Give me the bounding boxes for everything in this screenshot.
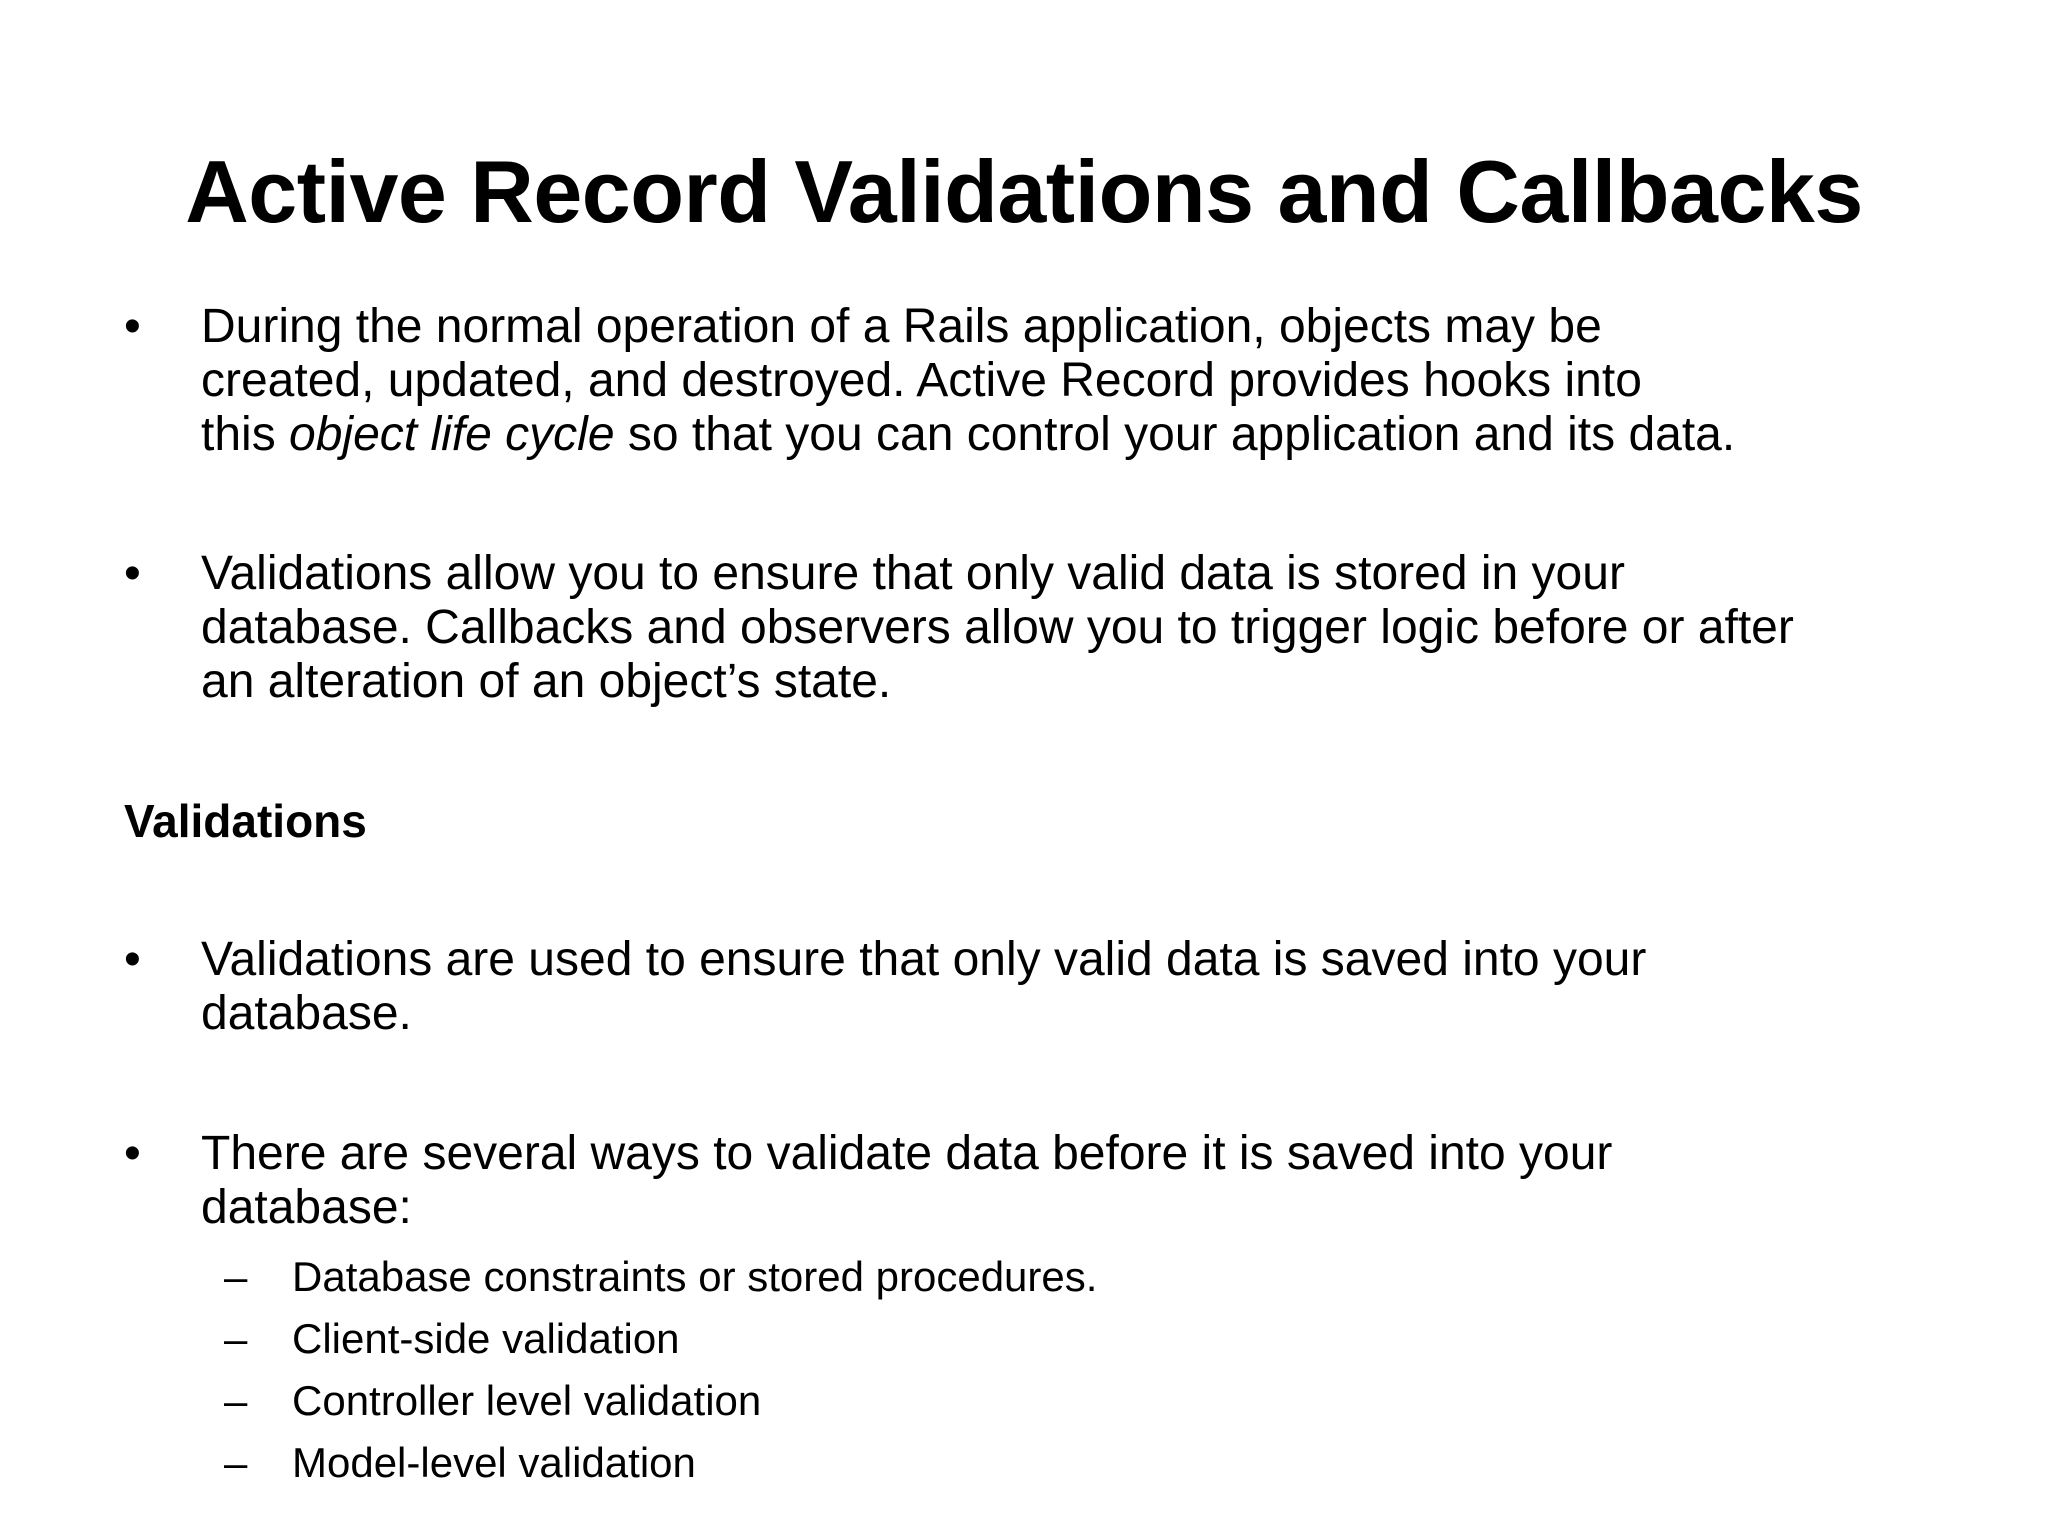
bullet-marker: • — [124, 933, 141, 986]
bullet-marker: • — [124, 1127, 141, 1180]
slide-title: Active Record Validations and Callbacks — [185, 142, 1863, 241]
bullet-line: database: — [201, 1181, 412, 1234]
text-run: this — [201, 408, 290, 461]
bullet-text — [201, 933, 2048, 1041]
bullet-text — [201, 1127, 2048, 1235]
bullet-line: Validations are used to ensure that only valid data is saved into your — [201, 933, 1647, 986]
bullet-line: an alteration of an object’s state. — [201, 655, 892, 708]
bullet-line: During the normal operation of a Rails application, objects may be — [201, 300, 1602, 353]
emphasized-term: object life cycle — [289, 408, 615, 461]
bullet-line: database. Callbacks and observers allow you to trigger logic before or after — [201, 601, 1794, 654]
sub-item-text: Controller level validation — [292, 1377, 762, 1424]
dash-marker: – — [224, 1439, 248, 1486]
bullet-line: created, updated, and destroyed. Active Record provides hooks into — [201, 354, 1642, 407]
sub-item-text: Database constraints or stored procedures. — [292, 1253, 1098, 1300]
bullet-line: Validations allow you to ensure that only valid data is stored in your — [201, 547, 1625, 600]
bullet-line: database. — [201, 987, 412, 1040]
sub-item-text: Client-side validation — [292, 1315, 680, 1362]
bullet-marker: • — [124, 547, 141, 600]
bullet-text — [201, 547, 2048, 709]
bullet-line — [201, 408, 2048, 462]
bullet-text — [201, 300, 2048, 462]
dash-marker: – — [224, 1315, 248, 1362]
bullet-marker: • — [124, 300, 141, 353]
bullet-line: There are several ways to validate data before it is saved into your — [201, 1127, 1613, 1180]
sub-item-text: Model-level validation — [292, 1439, 696, 1486]
dash-marker: – — [224, 1253, 248, 1300]
section-heading: Validations — [124, 795, 367, 847]
dash-marker: – — [224, 1377, 248, 1424]
text-run: so that you can control your application and its data. — [614, 408, 1736, 461]
